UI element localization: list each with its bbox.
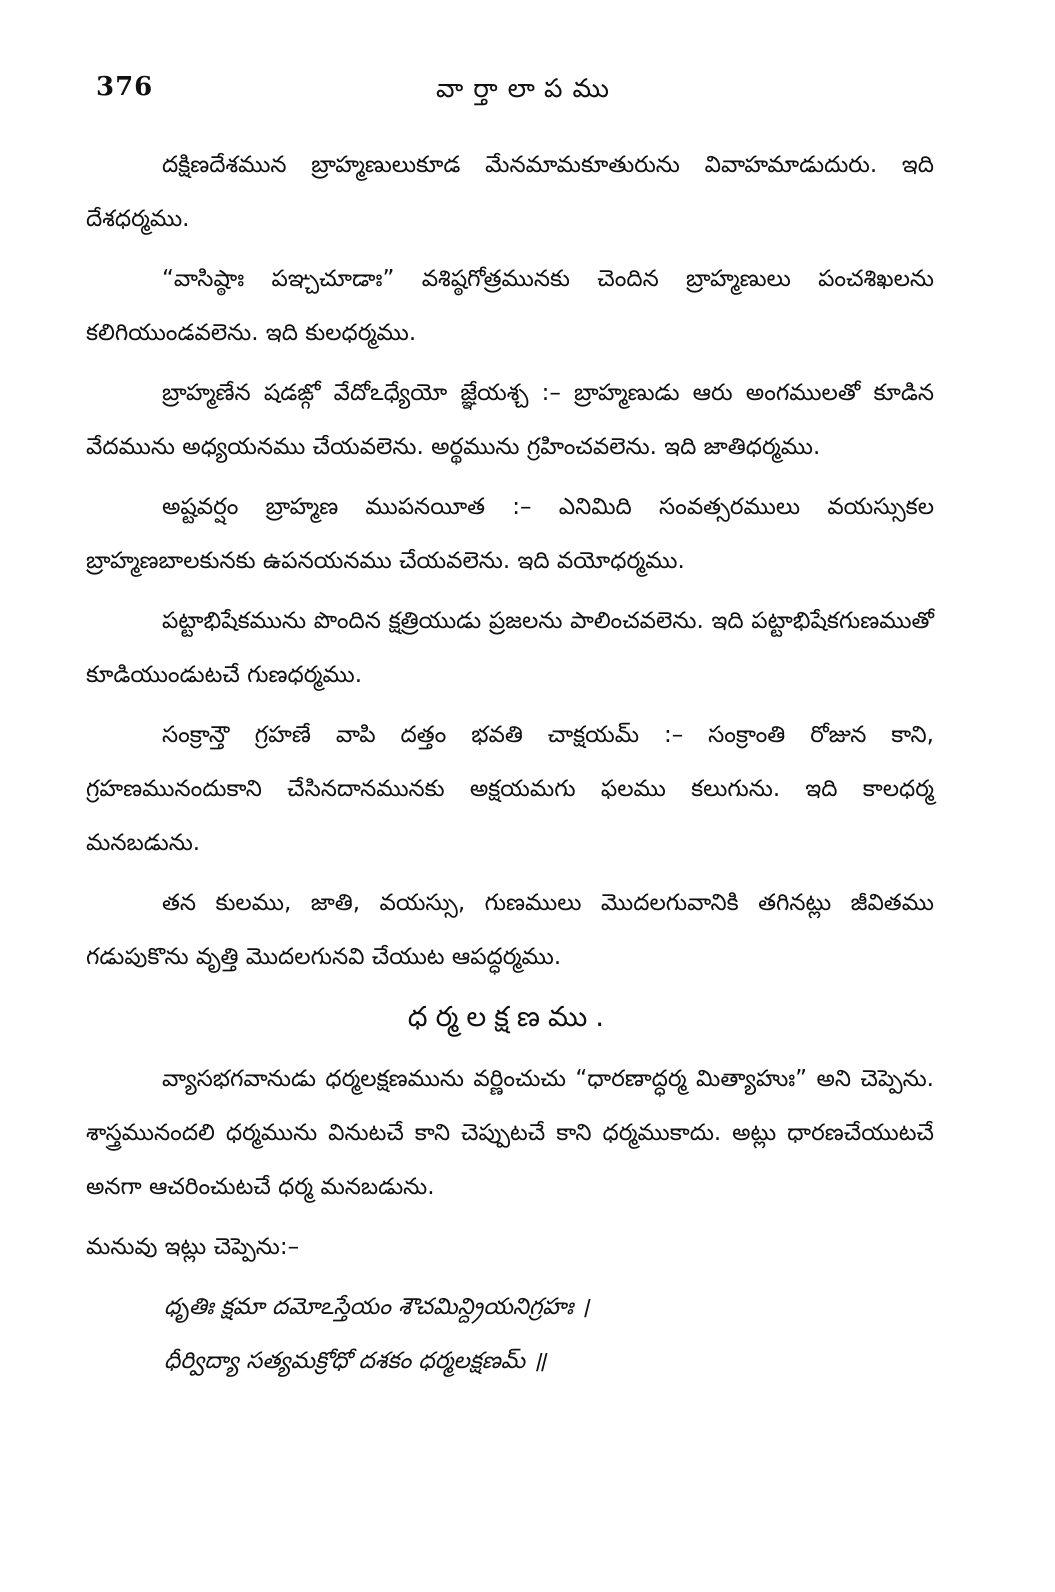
paragraph-dharma-lakshana: వ్యాసభగవానుడు ధర్మలక్షణమును వర్ణించుచు “ధారణాద్ధర్మ మిత్యాహుః” అని చెప్పెను. శాస్త్రమునందలి ధర్మమును వినుటచే కాని చెప్పుటచే కాని ధర్మముకాదు. అట్లు ధారణచేయుటచే అనగా ఆచరించుటచే ధర్మ మనబడును.: [86, 1066, 934, 1200]
verse-block: [86, 1280, 934, 1388]
paragraph-vayo-dharma: అష్టవర్షం బ్రాహ్మణ ముపనయీత :– ఎనిమిది సంవత్సరములు వయస్సుకల బ్రాహ్మణబాలకునకు ఉపనయనము చేయవలెను. ఇది వయోధర్మము.: [86, 494, 934, 574]
paragraph-apad-dharma: తన కులము, జాతి, వయస్సు, గుణములు మొదలగువానికి తగినట్లు జీవితము గడుపుకొను వృత్తి మొదలగునవి చేయుట ఆపద్ధర్మము.: [86, 890, 934, 970]
paragraph-guna-dharma: పట్టాభిషేకమును పొందిన క్షత్రియుడు ప్రజలను పాలించవలెను. ఇది పట్టాభిషేకగుణముతో కూడియుండుటచే గుణధర్మము.: [86, 608, 934, 688]
paragraph-jati-dharma: బ్రాహ్మణేన షడఙ్గో వేదోఽధ్యేయో జ్ఞేయశ్చ :– బ్రాహ్మణుడు ఆరు అంగములతో కూడిన వేదమును అధ్యయనము చేయవలెను. అర్థమును గ్రహించవలెను. ఇది జాతిధర్మము.: [86, 380, 934, 460]
lead-line: మనువు ఇట్లు చెప్పెను:–: [86, 1234, 300, 1260]
running-title: వార్తాలాపము: [435, 74, 620, 104]
page-number: 376: [96, 72, 154, 102]
section-title: ధర్మలక్షణము.: [407, 1000, 613, 1033]
paragraph-kula-dharma: “వాసిష్ఠాః పఞ్చచూడాః” వశిష్ఠగోత్రమునకు చెందిన బ్రాహ్మణులు పంచశిఖలను కలిగియుండవలెను. ఇది కులధర్మము.: [86, 266, 934, 346]
paragraph-kala-dharma: సంక్రాన్తౌ గ్రహణే వాపి దత్తం భవతి చాక్షయమ్ :– సంక్రాంతి రోజున కాని, గ్రహణమునందుకాని చేసినదానమునకు అక్షయమగు ఫలము కలుగును. ఇది కాలధర్మ మనబడును.: [86, 722, 934, 856]
page-body: [86, 138, 934, 1388]
verse-line: ధృతిః క్షమా దమోఽస్తేయం శౌచమిన్ద్రియనిగ్రహః ।: [164, 1294, 590, 1320]
verse-line: ధీర్విద్యా సత్యమక్రోధో దశకం ధర్మలక్షణమ్ ॥: [164, 1348, 547, 1374]
paragraph-desha-dharma: దక్షిణదేశమున బ్రాహ్మణులుకూడ మేనమామకూతురును వివాహమాడుదురు. ఇది దేశధర్మము.: [86, 152, 934, 232]
